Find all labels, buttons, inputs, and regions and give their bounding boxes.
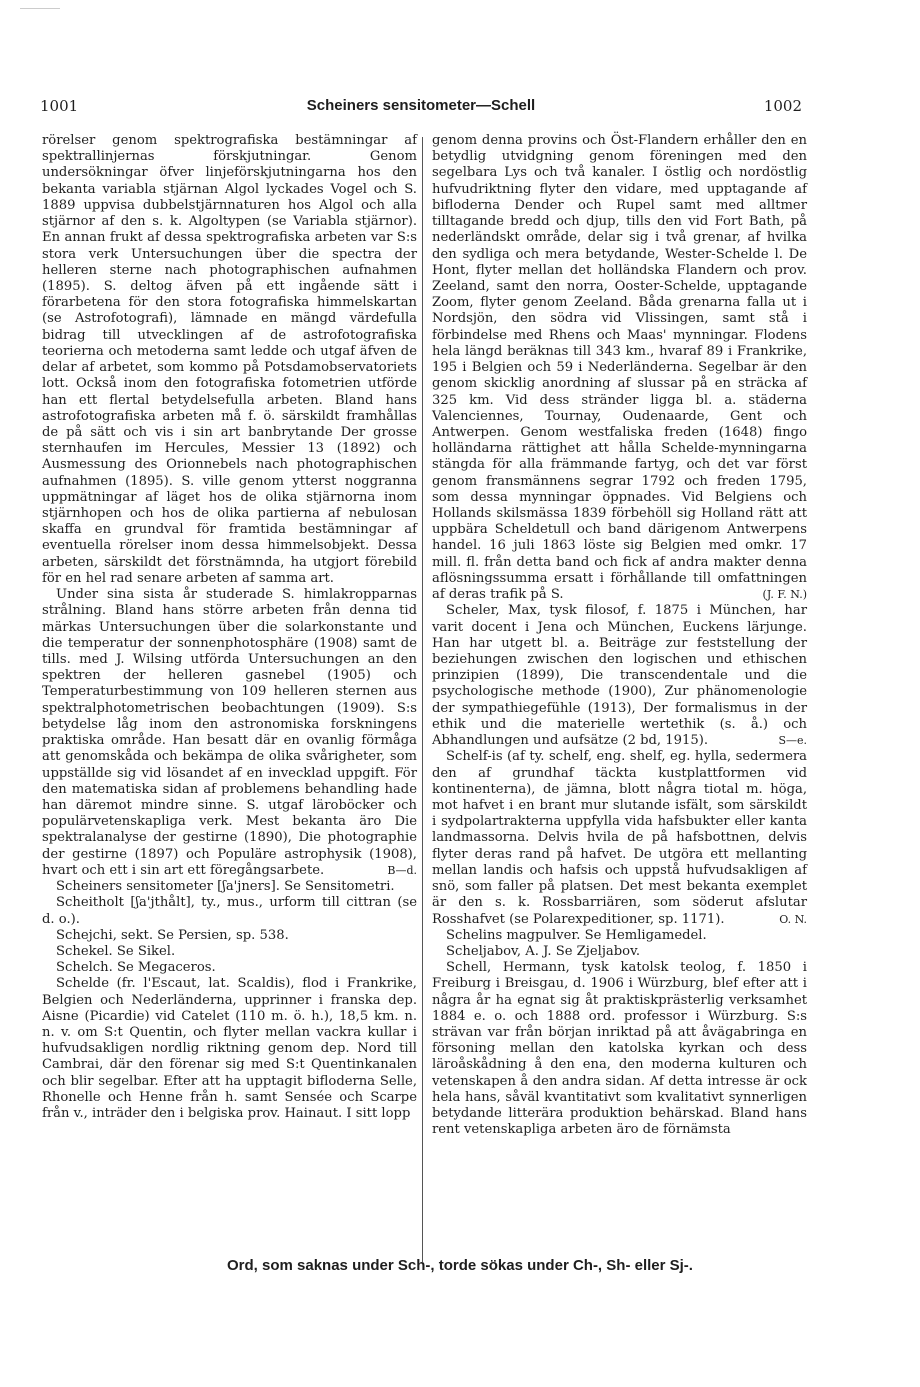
entry-schelch: Schelch. Se Megaceros. — [56, 960, 216, 976]
entry-schekel: Schekel. Se Sikel. — [56, 943, 176, 959]
entry-scheler — [432, 603, 807, 749]
entry-scheiners-sensitometer: Scheiners sensitometer [ʃa'jners]. Se Sensitometri. — [56, 879, 395, 895]
entry-schell: Schell, Hermann, tysk katolsk teolog, f. 1850 i Freiburg i Breisgau, d. 1906 i Würzburg, blef efter att i några år ha egnat sig åt praktiskprästerlig verksamhet 1884 e. o. och 1888 ord. professor i Würzburg. S:s strävan var från början inriktad på att åvägabringa en försoning mellan den katolska kyrkan och dess läroåskådning å den ena, den moderna kulturen och vetenskapen å den andra sidan. Af detta intresse är ock hela hans, såväl kvantitativt som kvalitativt synnerligen betydande litterära produktion behärskad. Bland hans rent vetenskapliga arbeten äro de förnämsta — [432, 960, 807, 1138]
author-signature: (J. F. N.) — [762, 588, 807, 602]
author-signature: S—e. — [778, 734, 807, 748]
entry-schejchi: Schejchi, sekt. Se Persien, sp. 538. — [56, 927, 289, 943]
author-signature: O. N. — [779, 912, 807, 926]
paragraph — [432, 133, 807, 603]
entry-schelins-magpulver: Schelins magpulver. Se Hemligamedel. — [446, 927, 707, 943]
footer-note: Ord, som saknas under Sch-, torde sökas under Ch-, Sh- eller Sj-. — [227, 1257, 693, 1274]
running-title: Scheiners sensitometer—Schell — [306, 97, 536, 114]
right-column — [432, 133, 807, 1139]
paragraph-text: genom denna provins och Öst-Flandern erhåller den en betydlig utvidgning genom föreningen med den segelbara Lys och två kanaler. I östlig och nordöstlig hufvudriktning flyter den vidare, med upptagande af bifloderna Dender och Rupel samt med alltmer tilltagande bredd och djup, tills den vid Fort Bath, på nederländskt område, delar sig i två grenar, af hvilka den sydliga och mera betydande, Wester-Schelde l. De Hont, flyter mellan det holländska Flandern och prov. Zeeland, samt den norra, Ooster-Schelde, upptagande Zoom, flyter genom Zeeland. Båda grenarna falla ut i Nordsjön, den södra vid Vlissingen, samt stå i förbindelse med Rhens och Maas' mynningar. Flodens hela längd beräknas till 343 km., hvaraf 89 i Frankrike, 195 i Belgien och 59 i Nederländerna. Segelbar är den genom skicklig anordning af slussar på en sträcka af 325 km. Vid dess stränder ligga bl. a. städerna Valenciennes, Tournay, Oudenaarde, Gent och Antwerpen. Genom westfaliska freden (1648) fingo holländarna rättighet att hålla Schelde-mynningarna stängda för alla främmande fartyg, och det var först genom fransmännens segrar 1792 och freden 1795, som dessa mynningar öppnades. Vid Belgiens och Hollands skilsmässa 1839 förbehöll sig Holland rätt att uppbära Scheldetull och band därigenom Antwerpens handel. 16 juli 1863 löste sig Belgien med omkr. 17 mill. fl. från detta band och fick af andra makter denna aflösningssumma ersatt i förhållande till omfattningen af deras trafik på S. — [432, 133, 807, 603]
entry-scheitholt: Scheitholt [ʃa'jthålt], ty., mus., urform till cittran (se d. o.). — [42, 895, 417, 927]
page-number-right: 1002 — [763, 97, 802, 115]
left-column — [42, 133, 417, 1122]
entry-text: Schelf-is (af ty. schelf, eng. shelf, eg. hylla, sedermera den af grundhaf täckta kustplattformen vid kontinenterna), de jämna, blott några tiotal m. höga, mot hafvet i en brant mur slutande isfält, som särskildt i sydpolartrakterna uppfylla vida hafsbukter eller kanta landmassorna. Delvis hvila de på hafsbottnen, delvis flyter deras rand på hafvet. De utgöra ett mellanting mellan landis och hafsis och uppstå hufvudsakligen af snö, som faller på platsen. Det mest bekanta exemplet är den s. k. Rossbarriären, som söderut afslutar Rosshafvet (se Polarexpeditioner, sp. 1171). — [432, 749, 807, 927]
entry-schelde: Schelde (fr. l'Escaut, lat. Scaldis), flod i Frankrike, Belgien och Nederländerna, upprinner i franska dep. Aisne (Picardie) vid Catelet (110 m. ö. h.), 18,5 km. n. n. v. om S:t Quentin, och flyter mellan vackra kullar i hufvudsakligen nordlig riktning genom dep. Nord till Cambrai, där den förenar sig med S:t Quentinkanalen och blir segelbar. Efter att ha upptagit bifloderna Selle, Rhonelle och Henne från h. samt Sensée och Scarpe från v., inträder den i belgiska prov. Hainaut. I sitt lopp — [42, 976, 417, 1122]
page-number-left: 1001 — [40, 97, 79, 115]
author-signature: B—d. — [387, 863, 417, 877]
column-rule — [422, 137, 423, 1262]
page-header — [40, 97, 802, 117]
entry-text: Scheler, Max, tysk filosof, f. 1875 i München, har varit docent i Jena och München, Euckens lärjunge. Han har utgett bl. a. Beiträge zur feststellung der beziehungen zwischen den logischen und ethischen prinzipien (1899), Die transcendentale und die psychologische methode (1900), Zur phänomenologie der sympathiegefühle (1913), Der formalismus in der ethik und die materielle wertethik (s. å.) och Abhandlungen und aufsätze (2 bd, 1915). — [432, 603, 807, 749]
paragraph — [42, 587, 417, 879]
entry-scheljabov: Scheljabov, A. J. Se Zjeljabov. — [446, 943, 641, 959]
paragraph: rörelser genom spektrografiska bestämningar af spektrallinjernas förskjutningar. Genom undersökningar öfver linjeförskjutningarna hos den bekanta variabla stjärnan Algol lyckades Vogel och S. 1889 uppvisa dubbelstjärnnaturen hos Algol och alla stjärnor af den s. k. Algoltypen (se Variabla stjärnor). En annan frukt af dessa spektrografiska arbeten var S:s stora verk Untersuchungen über die spectra der helleren sterne nach photographischen aufnahmen (1895). S. deltog äfven på ett ingående sätt i förarbetena för den stora fotografiska himmelskartan (se Astrofotografi), lämnade en mängd värdefulla bidrag till utvecklingen af de astrofotografiska teorierna och metoderna samt ledde och utgaf äfven de delar af arbetet, som kommo på Potsdamobservatoriets lott. Också inom den fotografiska fotometrien utförde han ett flertal betydelsefulla arbeten. Bland hans astrofotografiska arbeten må f. ö. särskildt framhållas de på sätt och vis i sin art banbrytande Der grosse sternhaufen im Hercules, Messier 13 (1892) och Ausmessung des Orionnebels nach photographischen aufnahmen (1895). S. ville genom ytterst noggranna uppmätningar af läget hos de olika stjärnorna inom stjärnhopen och hos de olika partierna af nebulosan skaffa en grundval för framtida bestämningar af eventuella rörelser inom dessa himmelsobjekt. Dessa arbeten, särskildt det förstnämnda, ha utgjort förebild för en hel rad senare arbeten af samma art. — [42, 133, 417, 586]
scan-artifact — [20, 8, 60, 9]
paragraph-text: Under sina sista år studerade S. himlakropparnas strålning. Bland hans större arbeten från denna tid märkas Untersuchungen über die solarkonstante und die temperatur der sonnenphotosphäre (1908) samt de tills. med J. Wilsing utförda Untersuchungen an den spektren der helleren gasnebel (1905) och Temperaturbestimmung von 109 helleren sternen aus spektralphotometrischen beobachtungen (1909). S:s betydelse låg inom den astronomiska forskningens praktiska område. Han besatt där en ovanlig förmåga att genomskåda och bekämpa de olika svårigheter, som uppställde sig vid lösandet af en invecklad uppgift. För den matematiska sidan af problemens behandling hade han däremot mindre sinne. S. utgaf läroböcker och populärvetenskapliga verk. Mest bekanta äro Die spektralanalyse der gestirne (1890), Die photographie der gestirne (1897) och Populäre astrophysik (1908), hvart och ett i sin art ett föregångsarbete. — [42, 587, 417, 878]
entry-schelf-is — [432, 749, 807, 927]
